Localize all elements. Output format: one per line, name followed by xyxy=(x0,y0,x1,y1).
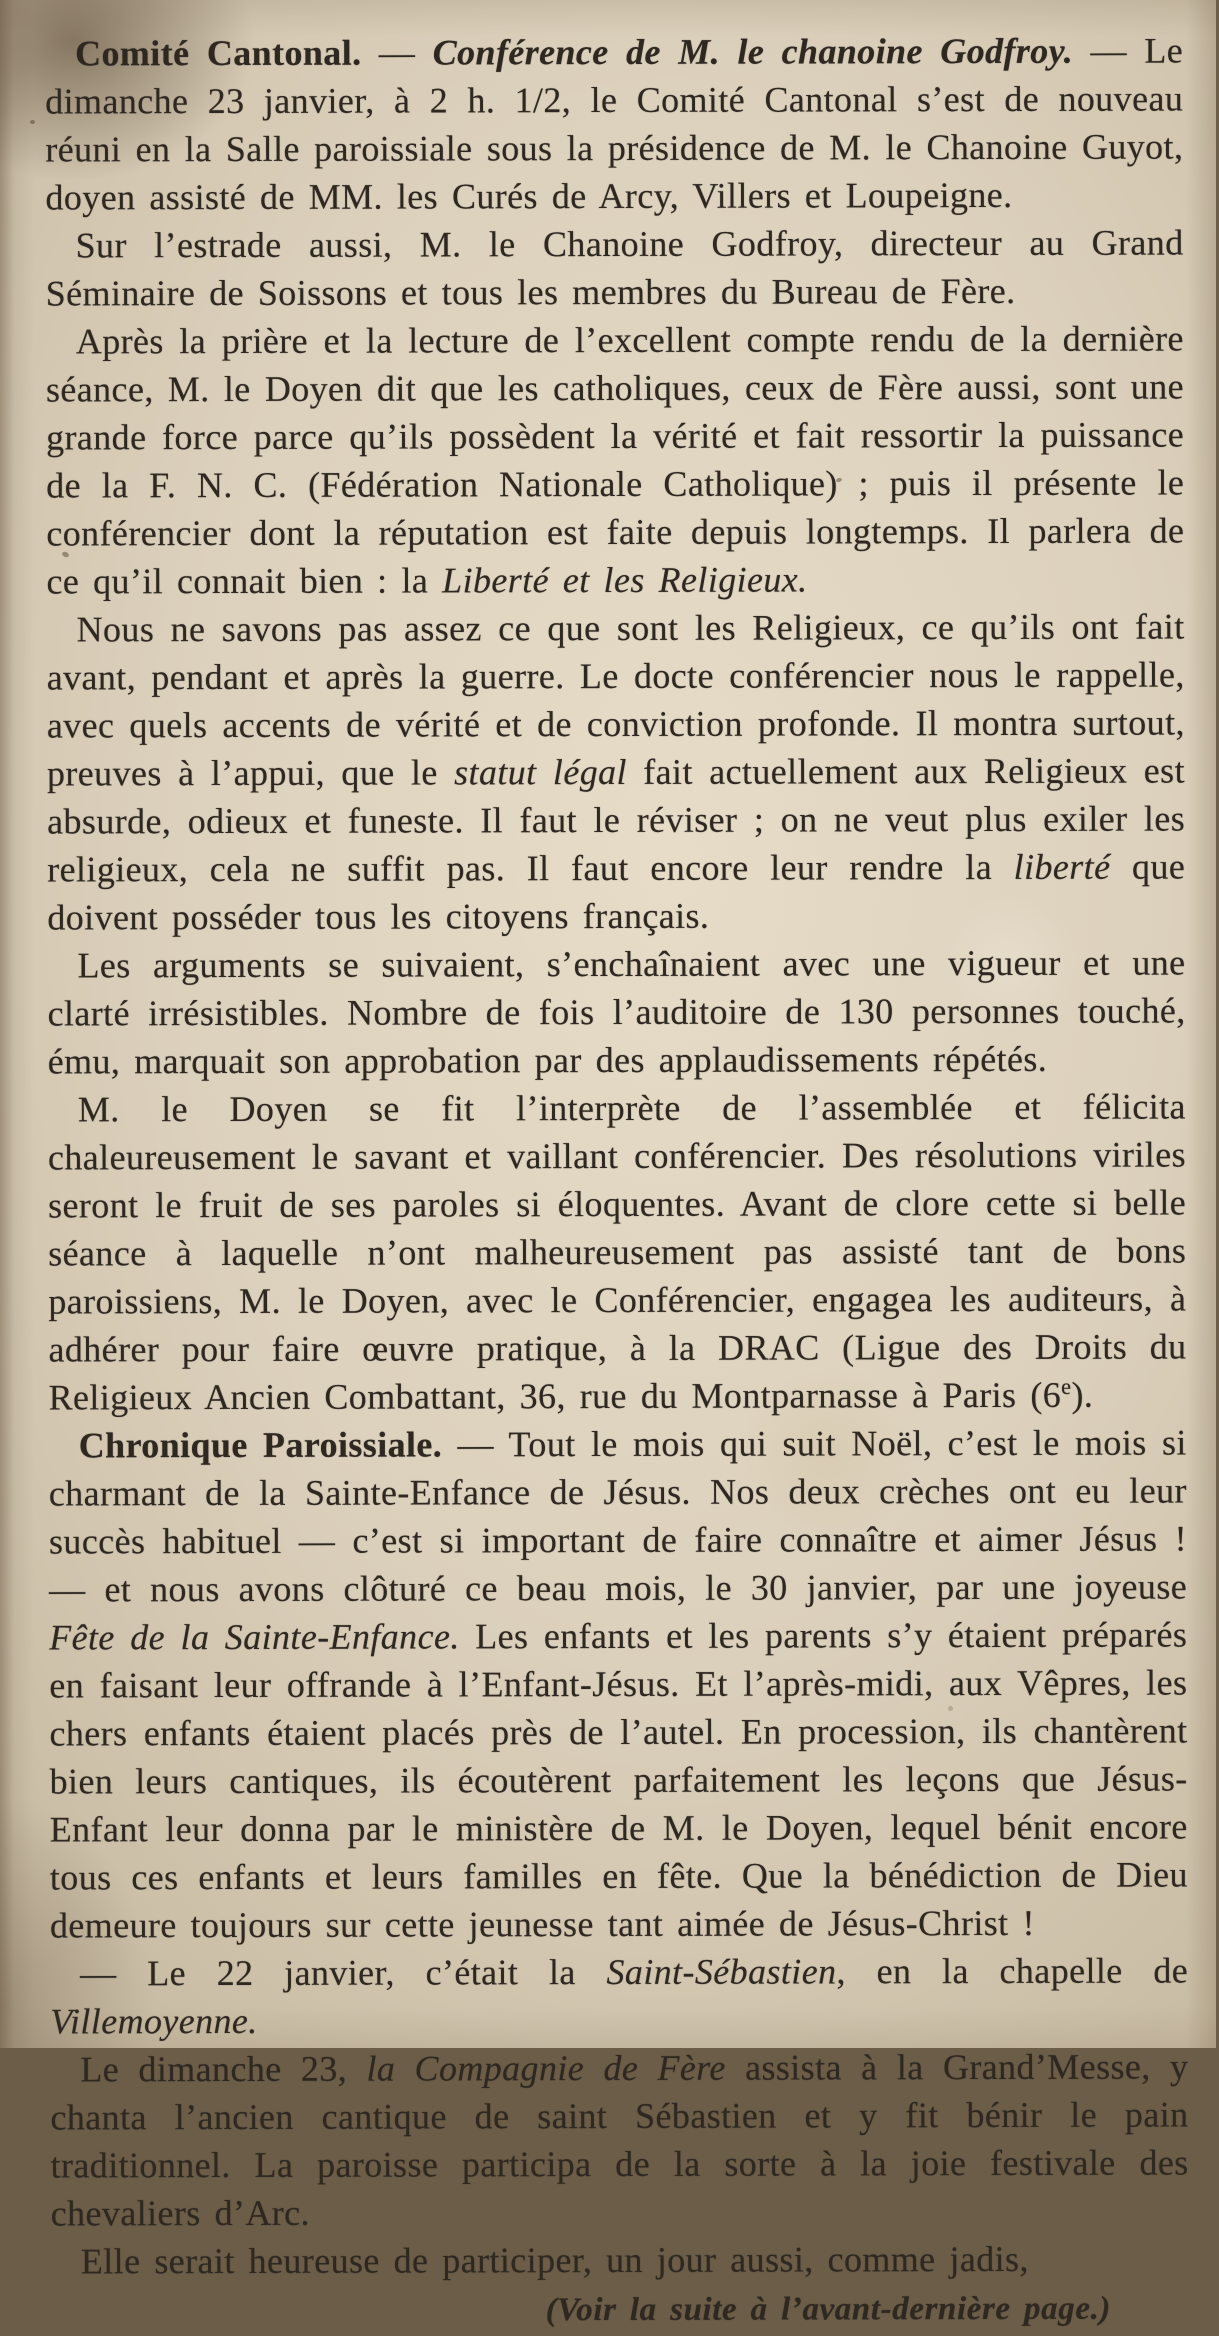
text-run: Les arguments se suivaient, s’enchaînaient avec une vigueur et une clarté irrésistibles. Nombre de fois l’auditoire de 130 personnes touché, ému, marquait son approbation par des applaudissements répétés. xyxy=(47,942,1186,1082)
paragraph-estrade xyxy=(46,218,1184,317)
emphasis-villemoyenne: Villemoyenne. xyxy=(50,2000,258,2042)
paragraph-saint-sebastien xyxy=(50,1946,1188,2045)
text-run: Les enfants et les parents s’y étaient préparés en faisant leur offrande à l’Enfant-Jésus. Et l’après-midi, aux Vêpres, les chers enfants étaient placés près de l’autel. En procession, ils chantèrent bien leurs cantiques, ils écoutèrent parfaitement les leçons que Jésus-Enfant leur donna par le ministère de M. le Doyen, lequel bénit encore tous ces enfants et leurs familles en fête. Que la bénédiction de Dieu demeure toujours sur cette jeunesse tant aimée de Jésus-Christ ! xyxy=(49,1614,1188,1946)
text-run: Après la prière et la lecture de l’excellent compte rendu de la dernière séance, M. le Doyen dit que les catholiques, ceux de Fère aussi, sont une grande force parce qu’ils possèdent la vérité et fait ressortir la puissance de la F. N. C. (Fédération Nationale Catholique) ; puis il présente le conférencier dont la réputation est faite depuis longtemps. Il parlera de ce qu’il connait bien : la xyxy=(45,318,1185,602)
emphasis-fete-sainte-enfance: Fête de la Sainte-Enfance. xyxy=(49,1616,460,1658)
text-run: ). xyxy=(1071,1374,1094,1415)
paragraph-arguments xyxy=(47,938,1185,1085)
text-run: — Le dimanche 23 janvier, à 2 h. 1/2, le Comité Cantonal s’est de nouveau réuni en la Salle paroissiale sous la présidence de M. le Chanoine Guyot, doyen assisté de MM. les Curés de Arcy, Villers et Loupeigne. xyxy=(45,30,1184,218)
text-run: que doivent posséder tous les citoyens français. xyxy=(47,846,1186,938)
paragraph-compagnie-fere xyxy=(50,2042,1188,2237)
text-run: — xyxy=(361,32,433,73)
text-run: Elle serait heureuse de participer, un jour aussi, comme jadis, xyxy=(80,2238,1029,2282)
text-run: M. le Doyen se fit l’interprète de l’assemblée et félicita chaleureusement le savant et vaillant conférencier. Des résolutions viriles seront le fruit de ses paroles si éloquentes. Avant de clore cette si belle séance à laquelle n’ont malheureusement pas assisté tant de bons paroissiens, M. le Doyen, avec le Conférencier, engagea les auditeurs, à adhérer pour faire œuvre pratique, à la DRAC (Ligue des Droits du Religieux Ancien Combattant, 36, rue du Montparnasse à Paris (6 xyxy=(47,1086,1187,1418)
text-run: — Tout le mois qui suit Noël, c’est le mois si charmant de la Sainte-Enfance de Jésus. Nos deux crèches ont eu leur succès habituel — c’est si important de faire connaître et aimer Jésus ! — et nous avons clôturé ce beau mois, le 30 janvier, par une joyeuse xyxy=(48,1422,1188,1610)
text-run: Sur l’estrade aussi, M. le Chanoine Godfroy, directeur au Grand Séminaire de Soissons et tous les membres du Bureau de Fère. xyxy=(45,222,1184,314)
continuation-note: (Voir la suite à l’avant-dernière page.) xyxy=(545,2290,1112,2329)
text-run: Nous ne savons pas assez ce que sont les Religieux, ce qu’ils ont fait avant, pendant et après la guerre. Le docte conférencier nous le rappelle, avec quels accents de vérité et de conviction profonde. Il montra surtout, preuves à l’appui, que le xyxy=(46,606,1185,794)
section-heading-chronique-paroissiale: Chronique Paroissiale. xyxy=(78,1424,443,1466)
paragraph-priere xyxy=(46,314,1185,605)
paragraph-elle-serait xyxy=(51,2234,1189,2285)
paragraph-comite-cantonal xyxy=(45,26,1183,221)
emphasis-liberte-religieux: Liberté et les Religieux. xyxy=(442,559,808,601)
emphasis-saint-sebastien: Saint-Sébastien xyxy=(606,1951,837,1993)
emphasis-compagnie-de-fere: la Compagnie de Fère xyxy=(366,2047,726,2089)
text-run: fait actuellement aux Religieux est absurde, odieux et funeste. Il faut le réviser ; on ne veut plus exiler les religieux, cela ne suffit pas. Il faut encore leur rendre la xyxy=(47,750,1186,890)
text-run: assista à la Grand’Messe, y chanta l’ancien cantique de saint Sébastien et y fit bénir le pain traditionnel. La paroisse participa de la sorte à la joie festivale des chevaliers d’Arc. xyxy=(50,2046,1189,2234)
paragraph-doyen-drac xyxy=(48,1082,1187,1421)
section-heading-comite-cantonal: Comité Cantonal. xyxy=(75,32,362,74)
text-run: , en la chapelle de xyxy=(836,1950,1189,1992)
text-run: — Le 22 janvier, c’était la xyxy=(80,1952,607,1994)
emphasis-liberte: liberté xyxy=(1013,846,1111,887)
subtitle-conference-godfroy: Conférence de M. le chanoine Godfroy. xyxy=(432,30,1074,73)
paragraph-religieux xyxy=(47,602,1186,941)
emphasis-statut-legal: statut légal xyxy=(454,751,627,793)
paragraph-chronique-paroissiale xyxy=(49,1418,1188,1949)
text-run: Le dimanche 23, xyxy=(80,2048,367,2090)
superscript-e: e xyxy=(1061,1373,1072,1399)
